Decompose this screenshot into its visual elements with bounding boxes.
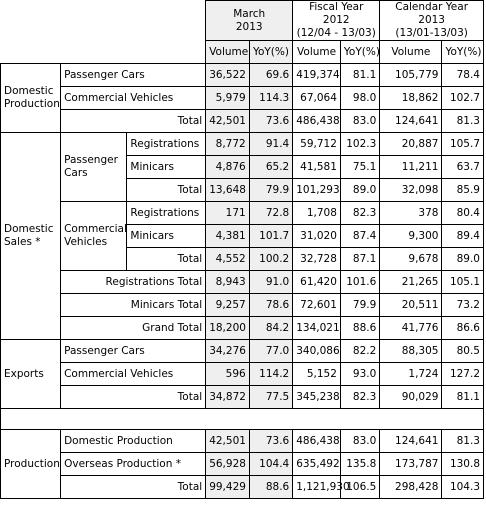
header-march xyxy=(206,1,293,41)
cell: 79.9 xyxy=(249,179,293,202)
cell: 378 xyxy=(380,202,442,225)
header-fiscal-year xyxy=(293,1,380,41)
cell: 91.0 xyxy=(249,271,293,294)
row-label: Registrations Total xyxy=(61,271,206,294)
cell: 124,641 xyxy=(380,110,442,133)
cell: 63.7 xyxy=(442,156,484,179)
cell: 34,872 xyxy=(206,386,250,409)
cell: 18,200 xyxy=(206,317,250,340)
row-label: Domestic Production xyxy=(61,430,206,453)
cell: 486,438 xyxy=(293,110,341,133)
cell: 90,029 xyxy=(380,386,442,409)
spacer-row xyxy=(1,409,484,430)
header-row-periods xyxy=(1,1,484,41)
cell: 1,121,930 xyxy=(293,476,341,499)
cell: 5,979 xyxy=(206,87,250,110)
table-row xyxy=(1,202,484,225)
row-label: Minicars xyxy=(127,156,206,179)
cell: 77.0 xyxy=(249,340,293,363)
cell: 42,501 xyxy=(206,430,250,453)
header-volume: Volume xyxy=(206,41,250,64)
cell: 124,641 xyxy=(380,430,442,453)
row-label: Registrations xyxy=(127,202,206,225)
cell: 36,522 xyxy=(206,64,250,87)
cell: 86.6 xyxy=(442,317,484,340)
header-yoy: YoY(%) xyxy=(249,41,293,64)
cell: 1,708 xyxy=(293,202,341,225)
cell: 635,492 xyxy=(293,453,341,476)
cell: 89.4 xyxy=(442,225,484,248)
cell: 41,776 xyxy=(380,317,442,340)
subsection-commercial-vehicles: Commercial Vehicles xyxy=(61,202,127,271)
cell: 101.6 xyxy=(340,271,379,294)
cell: 4,552 xyxy=(206,248,250,271)
cell: 171 xyxy=(206,202,250,225)
row-label: Total xyxy=(61,386,206,409)
cell: 41,581 xyxy=(293,156,341,179)
cell: 99,429 xyxy=(206,476,250,499)
cell: 81.3 xyxy=(442,110,484,133)
cell: 87.1 xyxy=(340,248,379,271)
cell: 69.6 xyxy=(249,64,293,87)
cell: 9,257 xyxy=(206,294,250,317)
cell: 75.1 xyxy=(340,156,379,179)
cell: 18,862 xyxy=(380,87,442,110)
cell: 83.0 xyxy=(340,430,379,453)
header-fy-text: Fiscal Year 2012 (12/04 - 13/03) xyxy=(296,1,376,39)
row-label: Commercial Vehicles xyxy=(61,87,206,110)
cell: 89.0 xyxy=(442,248,484,271)
cell: 32,098 xyxy=(380,179,442,202)
row-label: Total xyxy=(127,179,206,202)
cell: 127.2 xyxy=(442,363,484,386)
cell: 88.6 xyxy=(249,476,293,499)
cell: 82.3 xyxy=(340,202,379,225)
header-volume: Volume xyxy=(380,41,442,64)
cell: 56,928 xyxy=(206,453,250,476)
row-label: Registrations xyxy=(127,133,206,156)
cell: 9,300 xyxy=(380,225,442,248)
cell: 83.0 xyxy=(340,110,379,133)
table-row xyxy=(1,271,484,294)
table-row xyxy=(1,317,484,340)
cell: 79.9 xyxy=(340,294,379,317)
cell: 88,305 xyxy=(380,340,442,363)
header-calendar-year xyxy=(380,1,484,41)
cell: 78.4 xyxy=(442,64,484,87)
cell: 486,438 xyxy=(293,430,341,453)
cell: 105,779 xyxy=(380,64,442,87)
cell: 87.4 xyxy=(340,225,379,248)
table-row xyxy=(1,87,484,110)
cell: 84.2 xyxy=(249,317,293,340)
section-domestic-production: Domestic Production xyxy=(1,64,61,133)
header-yoy: YoY(%) xyxy=(442,41,484,64)
cell: 21,265 xyxy=(380,271,442,294)
cell: 85.9 xyxy=(442,179,484,202)
cell: 81.3 xyxy=(442,430,484,453)
cell: 88.6 xyxy=(340,317,379,340)
cell: 8,943 xyxy=(206,271,250,294)
row-label: Commercial Vehicles xyxy=(61,363,206,386)
cell: 345,238 xyxy=(293,386,341,409)
row-label: Passenger Cars xyxy=(61,64,206,87)
cell: 80.4 xyxy=(442,202,484,225)
cell: 67,064 xyxy=(293,87,341,110)
cell: 11,211 xyxy=(380,156,442,179)
cell: 81.1 xyxy=(340,64,379,87)
cell: 73.6 xyxy=(249,430,293,453)
cell: 34,276 xyxy=(206,340,250,363)
cell: 78.6 xyxy=(249,294,293,317)
cell: 9,678 xyxy=(380,248,442,271)
subsection-passenger-cars: Passenger Cars xyxy=(61,133,127,202)
section-production: Production xyxy=(1,430,61,499)
header-yoy: YoY(%) xyxy=(340,41,379,64)
row-label: Grand Total xyxy=(61,317,206,340)
cell: 298,428 xyxy=(380,476,442,499)
cell: 98.0 xyxy=(340,87,379,110)
cell: 596 xyxy=(206,363,250,386)
table-row xyxy=(1,294,484,317)
cell: 77.5 xyxy=(249,386,293,409)
cell: 20,511 xyxy=(380,294,442,317)
table-row xyxy=(1,453,484,476)
cell: 91.4 xyxy=(249,133,293,156)
cell: 102.3 xyxy=(340,133,379,156)
header-march-text: March 2013 xyxy=(233,7,266,33)
header-cy-text: Calendar Year 2013 (13/01-13/03) xyxy=(395,1,469,39)
cell: 20,887 xyxy=(380,133,442,156)
table-row xyxy=(1,430,484,453)
table-row xyxy=(1,386,484,409)
row-label: Total xyxy=(61,476,206,499)
row-label: Minicars xyxy=(127,225,206,248)
cell: 106.5 xyxy=(340,476,379,499)
header-volume: Volume xyxy=(293,41,341,64)
row-label: Total xyxy=(61,110,206,133)
cell: 105.7 xyxy=(442,133,484,156)
cell: 72.8 xyxy=(249,202,293,225)
row-label: Passenger Cars xyxy=(61,340,206,363)
cell: 1,724 xyxy=(380,363,442,386)
cell: 114.3 xyxy=(249,87,293,110)
cell: 89.0 xyxy=(340,179,379,202)
cell: 105.1 xyxy=(442,271,484,294)
cell: 419,374 xyxy=(293,64,341,87)
row-label: Overseas Production * xyxy=(61,453,206,476)
cell: 81.1 xyxy=(442,386,484,409)
cell: 32,728 xyxy=(293,248,341,271)
cell: 73.6 xyxy=(249,110,293,133)
cell: 101,293 xyxy=(293,179,341,202)
cell: 130.8 xyxy=(442,453,484,476)
cell: 101.7 xyxy=(249,225,293,248)
cell: 104.3 xyxy=(442,476,484,499)
cell: 80.5 xyxy=(442,340,484,363)
cell: 104.4 xyxy=(249,453,293,476)
cell: 42,501 xyxy=(206,110,250,133)
table-row xyxy=(1,110,484,133)
table-row xyxy=(1,476,484,499)
cell: 73.2 xyxy=(442,294,484,317)
section-domestic-sales: Domestic Sales * xyxy=(1,133,61,340)
cell: 13,648 xyxy=(206,179,250,202)
table-row xyxy=(1,340,484,363)
cell: 31,020 xyxy=(293,225,341,248)
table-row xyxy=(1,363,484,386)
cell: 61,420 xyxy=(293,271,341,294)
cell: 4,381 xyxy=(206,225,250,248)
header-row-metrics xyxy=(1,41,484,64)
row-label: Minicars Total xyxy=(61,294,206,317)
cell: 340,086 xyxy=(293,340,341,363)
cell: 72,601 xyxy=(293,294,341,317)
cell: 102.7 xyxy=(442,87,484,110)
cell: 100.2 xyxy=(249,248,293,271)
cell: 173,787 xyxy=(380,453,442,476)
cell: 93.0 xyxy=(340,363,379,386)
cell: 82.3 xyxy=(340,386,379,409)
table-row xyxy=(1,133,484,156)
cell: 134,021 xyxy=(293,317,341,340)
cell: 8,772 xyxy=(206,133,250,156)
cell: 4,876 xyxy=(206,156,250,179)
cell: 135.8 xyxy=(340,453,379,476)
cell: 59,712 xyxy=(293,133,341,156)
cell: 5,152 xyxy=(293,363,341,386)
cell: 65.2 xyxy=(249,156,293,179)
table-row xyxy=(1,64,484,87)
cell: 114.2 xyxy=(249,363,293,386)
row-label: Total xyxy=(127,248,206,271)
section-exports: Exports xyxy=(1,340,61,409)
cell: 82.2 xyxy=(340,340,379,363)
